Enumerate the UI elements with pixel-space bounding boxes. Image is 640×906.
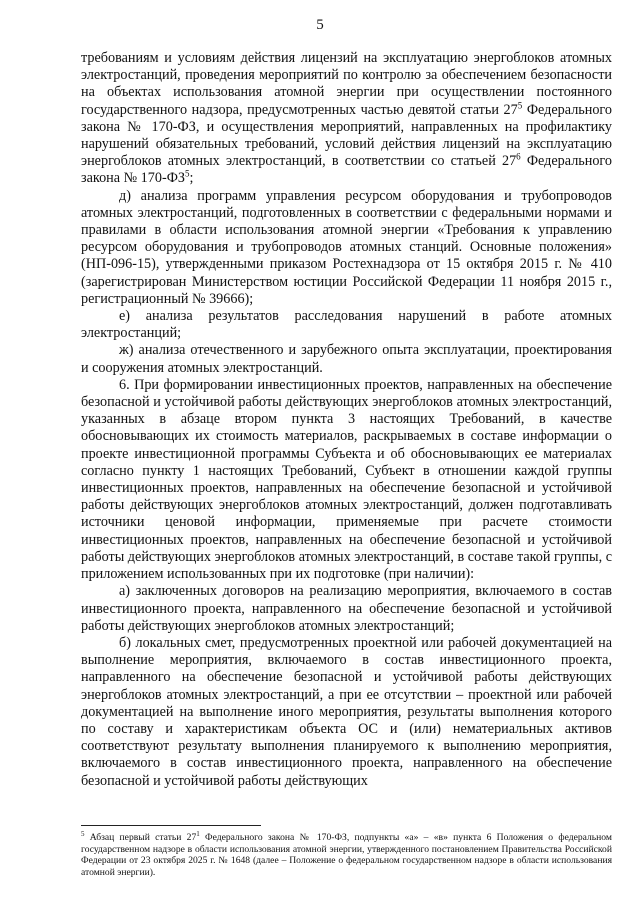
footnote: [81, 829, 612, 878]
superscript: 1: [196, 829, 200, 838]
paragraph-continuation: [81, 50, 612, 188]
paragraph-item-zh: ж) анализа отечественного и зарубежного опыта эксплуатации, проектирования и сооружения атомных электростанций.: [81, 342, 612, 376]
paragraph-text: ;: [189, 170, 194, 187]
paragraph-text: Федерального закона № 170-ФЗ: [81, 153, 612, 187]
superscript: 6: [516, 151, 521, 162]
paragraph-item-b: б) локальных смет, предусмотренных проектной или рабочей документацией на выполнение мероприятия, включаемого в состав инвестиционного проекта, направленного на обеспечение безопасной и устойчивой работы действующих энергоблоков атомных электростанций, а при ее отсутствии – проектной или рабочей документацией на выполнение иного мероприятия, результаты выполнения которого по составу и характеристикам объекта ОС и (или) нематериальных активов соответствуют результату выполнения планируемого к выполнению мероприятия, включаемого в состав инвестиционного проекта, направленного на обеспечение безопасной и устойчивой работы действующих: [81, 634, 612, 789]
paragraph-item-e: е) анализа результатов расследования нарушений в работе атомных электростанций;: [81, 308, 612, 342]
paragraph-text: требованиям и условиям действия лицензий на эксплуатацию энергоблоков атомных электростанций, проведения мероприятий по контролю за обеспечением безопасности на объектах использования атомной энергии при осуществлении постоянного государственного надзора, предусмотренных частью девятой статьи 27: [81, 50, 612, 118]
paragraph-item-a: а) заключенных договоров на реализацию мероприятия, включаемого в состав инвестиционного проекта, направленного на обеспечение безопасной и устойчивой работы действующих энергоблоков атомных электростанций;: [81, 583, 612, 634]
paragraph-text: Федерального закона № 170-ФЗ, и осуществления мероприятий, направленных на профилактику нарушений обязательных требований, условий действия лицензий на эксплуатацию энергоблоков атомных электростанций, в соответствии со статьей 27: [81, 101, 612, 170]
body-text: [81, 50, 612, 790]
paragraph-point-6: 6. При формировании инвестиционных проектов, направленных на обеспечение безопасной и устойчивой работы действующих энергоблоков атомных электростанций, указанных в абзаце втором пункта 3 настоящих Требований, в качестве обосновывающих их стоимость материалов, раскрываемых в составе информации о проекте инвестиционной программы Субъекта и об обосновывающих ее материалах согласно пункту 1 настоящих Требований, Субъект в отношении каждой группы инвестиционных проектов, направленных на обеспечение безопасной и устойчивой работы действующих энергоблоков атомных электростанций, должен подготавливать источники ценовой информации, применяемые при расчете стоимости инвестиционных проектов, направленных на обеспечение безопасной и устойчивой работы действующих энергоблоков атомных электростанций, в составе такой группы, с приложением использованных при их подготовке (при наличии):: [81, 376, 612, 583]
footnote-divider: [81, 825, 261, 826]
footnote-text: Абзац первый статьи 27: [84, 832, 197, 843]
page-number: 5: [316, 17, 324, 33]
superscript: 5: [517, 99, 523, 110]
footnote-reference: 5: [185, 168, 190, 179]
footnote-text: Федерального закона № 170-ФЗ, подпункты «а» – «в» пункта 6 Положения о федеральном государственном надзоре в области использования атомной энергии, утвержденного постановлением Правительства Российской Федерации от 23 октября 2025 г. № 1648 (далее – Положение о федеральном государственном надзоре в области использования атомной энергии).: [81, 832, 612, 878]
footnote-mark: 5: [81, 829, 85, 838]
paragraph-item-d: д) анализа программ управления ресурсом оборудования и трубопроводов атомных электростанций, подготовленных в соответствии с федеральными нормами и правилами в области использования атомной энергии «Требования к управлению ресурсом оборудования и трубопроводов атомных станций. Основные положения» (НП-096-15), утвержденными приказом Ростехнадзора от 15 октября 2015 г. № 410 (зарегистрирован Министерством юстиции Российской Федерации 11 ноября 2015 г., регистрационный № 39666);: [81, 187, 612, 307]
